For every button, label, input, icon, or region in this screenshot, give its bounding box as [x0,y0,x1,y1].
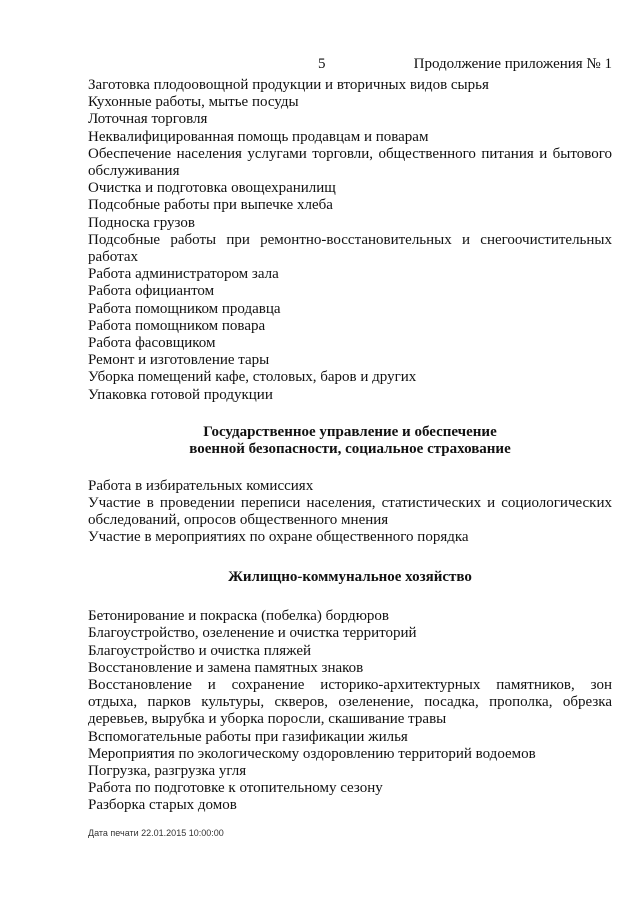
list-item-continuation: обслуживания [88,163,180,180]
spacer [88,547,612,569]
list-item: Упаковка готовой продукции [88,386,273,403]
section-heading: Жилищно-коммунальное хозяйство [228,568,472,585]
section3-list [88,608,612,814]
list-item: Разборка старых домов [88,797,237,814]
spacer [88,586,612,608]
print-date-footer: Дата печати 22.01.2015 10:00:00 [88,828,224,838]
list-item: Кухонные работы, мытье посуды [88,94,299,111]
list-item-continuation: деревьев, вырубка и уборка поросли, скашивание травы [88,711,447,728]
list-item: Работа помощником продавца [88,300,281,317]
list-item: Восстановление и сохранение историко-архитектурных памятников, зон [88,676,612,693]
section-heading: Государственное управление и обеспечение [203,423,497,440]
section2-list [88,478,612,547]
document-body [88,77,612,815]
section-heading: военной безопасности, социальное страхование [189,441,511,458]
list-item: Подсобные работы при ремонтно-восстановительных и снегоочистительных [88,231,612,248]
list-item-continuation: обследований, опросов общественного мнения [88,512,389,529]
list-item: Ремонт и изготовление тары [88,352,270,369]
list-item: Уборка помещений кафе, столовых, баров и других [88,369,417,386]
list-item: Работа администратором зала [88,266,279,283]
list-item: Бетонирование и покраска (побелка) бордюров [88,608,389,625]
list-item: Подноска грузов [88,214,195,231]
section1-list [88,77,612,404]
spacer [88,404,612,424]
list-item: Подсобные работы при выпечке хлеба [88,197,333,214]
page-number: 5 [318,56,326,72]
list-item: Участие в мероприятиях по охране общественного порядка [88,529,469,546]
list-item: Неквалифицированная помощь продавцам и поварам [88,128,429,145]
list-item: Обеспечение населения услугами торговли, общественного питания и бытового [88,145,612,162]
list-item-continuation: отдыха, парков культуры, скверов, озеленение, посадка, прополка, обрезка [88,694,612,711]
list-item: Лоточная торговля [88,111,208,128]
list-item-continuation: работах [88,249,138,266]
spacer [88,459,612,478]
list-item: Работа по подготовке к отопительному сезону [88,780,383,797]
list-item: Благоустройство и очистка пляжей [88,642,312,659]
list-item: Вспомогательные работы при газификации жилья [88,728,408,745]
appendix-continuation-label: Продолжение приложения № 1 [413,56,612,72]
list-item: Очистка и подготовка овощехранилищ [88,180,336,197]
list-item: Погрузка, разгрузка угля [88,763,247,779]
list-item: Работа в избирательных комиссиях [88,477,314,494]
list-item: Восстановление и замена памятных знаков [88,659,364,676]
list-item: Работа помощником повара [88,317,266,334]
list-item: Работа официантом [88,283,215,300]
list-item: Участие в проведении переписи населения, статистических и социологических [88,495,612,512]
list-item: Заготовка плодоовощной продукции и вторичных видов сырья [88,77,489,93]
list-item: Мероприятия по экологическому оздоровлению территорий водоемов [88,745,536,762]
list-item: Работа фасовщиком [88,335,216,352]
list-item: Благоустройство, озеленение и очистка территорий [88,625,417,642]
